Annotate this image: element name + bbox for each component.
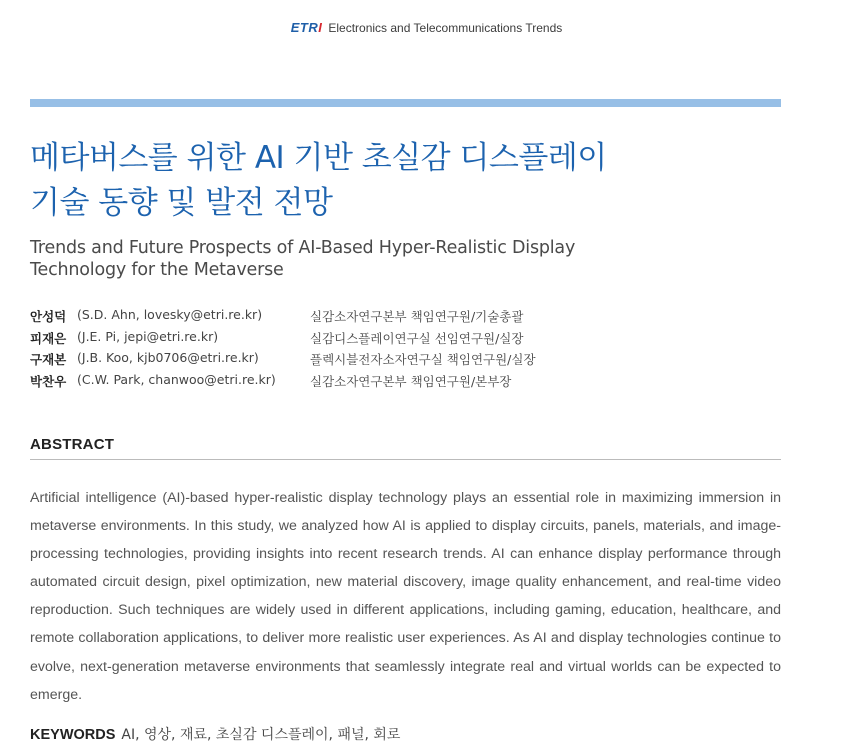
author-affiliation: 실감소자연구본부 책임연구원/본부장 (310, 373, 512, 389)
korean-title (30, 136, 790, 226)
author-name: 구재본 (30, 352, 67, 367)
keywords-line (30, 724, 790, 744)
english-title (30, 237, 790, 281)
author-affiliation: 실감소자연구본부 책임연구원/기술총괄 (310, 309, 524, 324)
title-top-bar (30, 99, 781, 107)
abstract-divider (30, 459, 781, 460)
author-list (30, 307, 790, 393)
abstract-heading: ABSTRACT (30, 436, 115, 453)
author-contact: (S.D. Ahn, lovesky@etri.re.kr) (77, 307, 263, 322)
logo-accent-text: I (318, 20, 323, 36)
keywords-label: KEYWORDS (30, 727, 116, 743)
author-contact: (C.W. Park, chanwoo@etri.re.kr) (77, 371, 276, 387)
author-row (30, 350, 790, 372)
author-row (30, 372, 790, 394)
korean-title-line-2: 기술 동향 및 발전 전망 (30, 185, 333, 221)
author-affiliation: 플렉시블전자소자연구실 책임연구원/실장 (310, 352, 536, 367)
keywords-value: AI, 영상, 재료, 초실감 디스플레이, 패널, 회로 (121, 727, 401, 743)
author-name: 피재은 (30, 330, 67, 346)
abstract-body: Artificial intelligence (AI)-based hyper-realistic display technology plays an essential role in maximizing immersion in metaverse environments. In this study, we analyzed how AI is applied to display circuits, panels, materials, and image-processing technologies, providing insights into recent research trends. AI can enhance display performance through automated circuit design, pixel optimization, new material discovery, image quality enhancement, and real-time video reproduction. Such techniques are widely used in different applications, including gaming, education, healthcare, and remote collaboration applications, to deliver more realistic user experiences. As AI and display technologies continue to evolve, next-generation metaverse environments that seamlessly integrate real and virtual worlds can be expected to emerge. (30, 490, 781, 703)
author-contact: (J.B. Koo, kjb0706@etri.re.kr) (77, 350, 259, 365)
author-row (30, 307, 790, 329)
author-row (30, 329, 790, 351)
author-name: 안성덕 (30, 309, 67, 324)
etri-logo (291, 20, 323, 35)
author-contact: (J.E. Pi, jepi@etri.re.kr) (77, 328, 219, 344)
author-name: 박찬우 (30, 373, 67, 389)
english-title-line-1: Trends and Future Prospects of AI-Based Hyper-Realistic Display (30, 238, 576, 258)
journal-name: Electronics and Telecommunications Trends (328, 20, 563, 35)
author-affiliation: 실감디스플레이연구실 선임연구원/실장 (310, 330, 524, 346)
english-title-line-2: Technology for the Metaverse (30, 260, 284, 280)
journal-header (0, 20, 853, 35)
korean-title-line-1: 메타버스를 위한 AI 기반 초실감 디스플레이 (30, 140, 607, 176)
logo-main-text: ETR (290, 20, 319, 36)
